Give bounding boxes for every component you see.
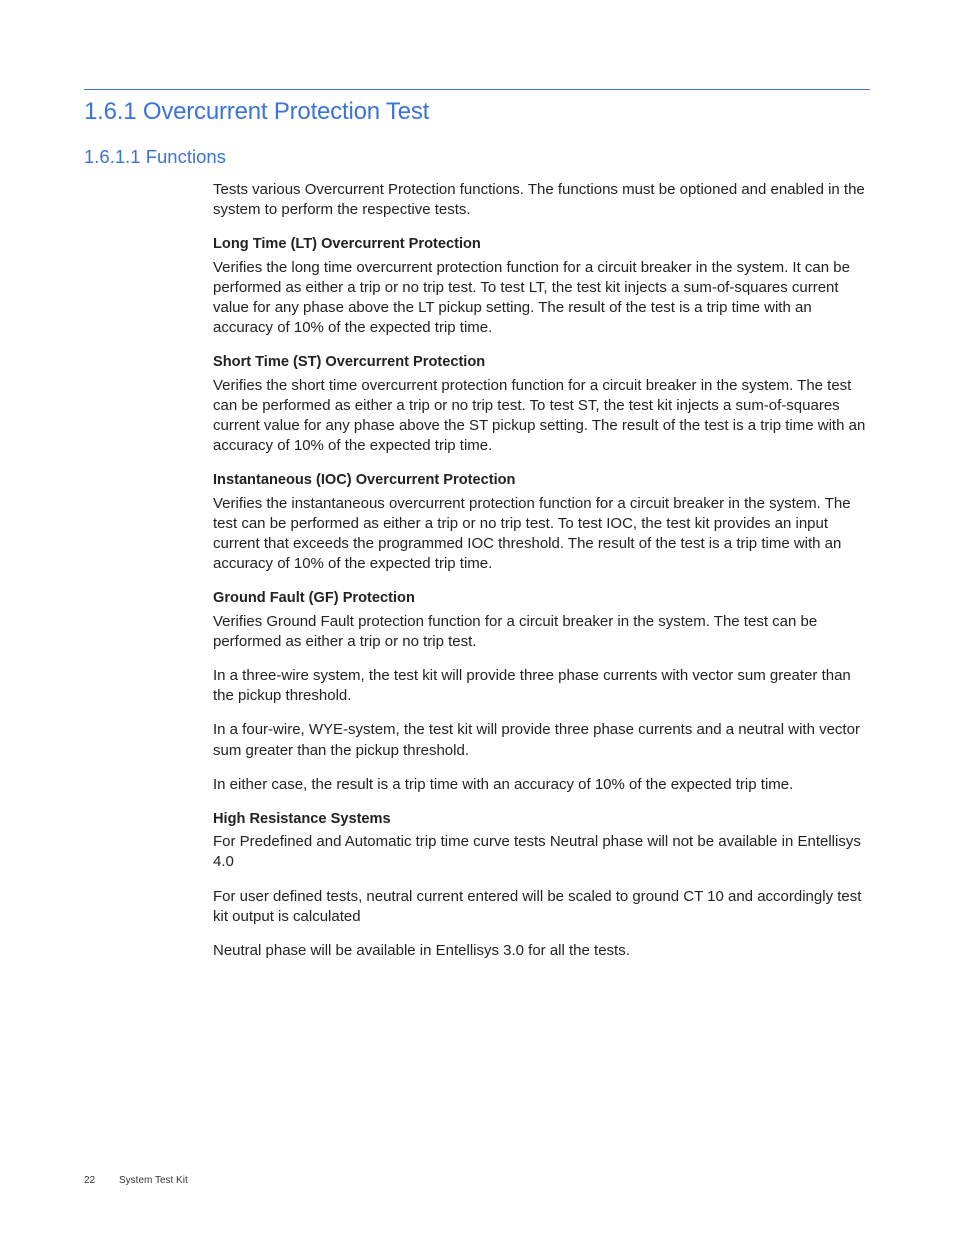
paragraph: Verifies the long time overcurrent protection function for a circuit breaker in the system. It can be performed as either a trip or no trip test. To test LT, the test kit injects a sum-of-squares current value for any phase above the LT pickup setting. The result of the test is a trip time with an accuracy of 10% of the expected trip time. <box>213 258 850 337</box>
section-hrs <box>213 809 873 961</box>
paragraph: In a three-wire system, the test kit will provide three phase currents with vector sum greater than the pickup threshold. <box>213 667 851 705</box>
section-gf <box>213 588 873 795</box>
paragraph: Neutral phase will be available in Entellisys 3.0 for all the tests. <box>213 942 630 960</box>
section-title: Instantaneous (IOC) Overcurrent Protection <box>213 472 516 489</box>
section-lt <box>213 234 873 338</box>
section-subheading: 1.6.1.1 Functions <box>84 146 226 167</box>
section-title: Ground Fault (GF) Protection <box>213 590 415 607</box>
body-content <box>213 180 873 975</box>
document-title: System Test Kit <box>119 1175 188 1186</box>
page-footer <box>84 1175 188 1186</box>
paragraph: For user defined tests, neutral current entered will be scaled to ground CT 10 and accordingly test kit output is calculated <box>213 887 862 925</box>
paragraph: Verifies the instantaneous overcurrent protection function for a circuit breaker in the system. The test can be performed as either a trip or no trip test. To test IOC, the test kit provides an input current that exceeds the programmed IOC threshold. The result of the test is a trip time with an accuracy of 10% of the expected trip time. <box>213 494 851 573</box>
header-rule <box>84 89 870 90</box>
paragraph: In either case, the result is a trip time with an accuracy of 10% of the expected trip time. <box>213 775 794 793</box>
intro-paragraph: Tests various Overcurrent Protection functions. The functions must be optioned and enabled in the system to perform the respective tests. <box>213 181 865 219</box>
page-heading: 1.6.1 Overcurrent Protection Test <box>84 98 430 125</box>
paragraph: Verifies the short time overcurrent protection function for a circuit breaker in the system. The test can be performed as either a trip or no trip test. To test ST, the test kit injects a sum-of-squares current value for any phase above the ST pickup setting. The result of the test is a trip time with an accuracy of 10% of the expected trip time. <box>213 376 866 455</box>
paragraph: Verifies Ground Fault protection function for a circuit breaker in the system. The test can be performed as either a trip or no trip test. <box>213 612 818 650</box>
paragraph: For Predefined and Automatic trip time curve tests Neutral phase will not be available in Entellisys 4.0 <box>213 833 861 871</box>
section-ioc <box>213 470 873 574</box>
section-title: Long Time (LT) Overcurrent Protection <box>213 236 481 253</box>
paragraph: In a four-wire, WYE-system, the test kit will provide three phase currents and a neutral with vector sum greater than the pickup threshold. <box>213 721 860 759</box>
section-title: High Resistance Systems <box>213 811 391 828</box>
section-st <box>213 352 873 456</box>
page-number: 22 <box>84 1175 96 1186</box>
section-title: Short Time (ST) Overcurrent Protection <box>213 354 486 371</box>
